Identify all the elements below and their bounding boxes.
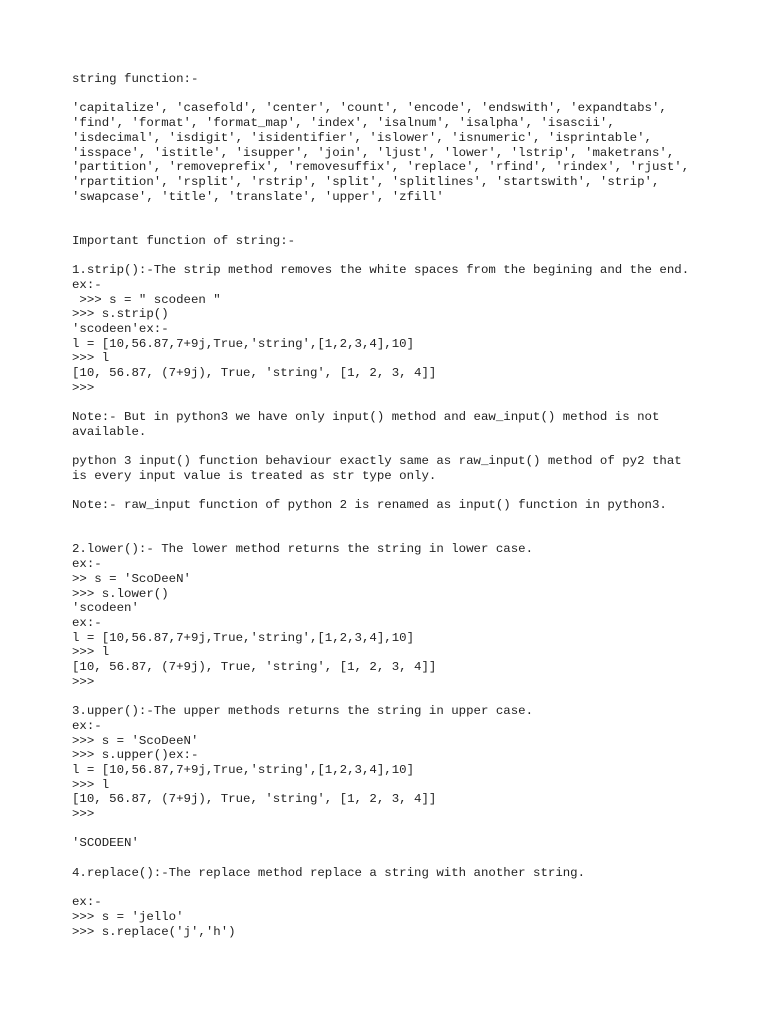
function-list-line: 'rpartition', 'rsplit', 'rstrip', 'split', 'splitlines', 'startswith', 'strip', (72, 174, 660, 189)
note-line: Note:- But in python3 we have only input() method and eaw_input() method is not (72, 410, 660, 425)
replace-line: >>> s.replace('j','h') (72, 924, 236, 939)
strip-line: ex:- (72, 277, 102, 292)
upper-line: l = [10,56.87,7+9j,True,'string',[1,2,3,4],10] (72, 762, 415, 777)
strip-line: >>> l (72, 351, 110, 366)
function-list-line: 'isspace', 'istitle', 'isupper', 'join', 'ljust', 'lower', 'lstrip', 'maketrans', (72, 145, 675, 160)
spacer (72, 822, 712, 837)
lower-line: l = [10,56.87,7+9j,True,'string',[1,2,3,4],10] (72, 630, 415, 645)
spacer (72, 881, 712, 896)
function-list-line: 'partition', 'removeprefix', 'removesuffix', 'replace', 'rfind', 'rindex', 'rjust', (72, 160, 690, 175)
lower-line: [10, 56.87, (7+9j), True, 'string', [1, 2, 3, 4]] (72, 660, 437, 675)
strip-line: 'scodeen'ex:- (72, 321, 169, 336)
spacer (72, 248, 712, 263)
upper-section (72, 704, 712, 822)
lower-line: 'scodeen' (72, 601, 139, 616)
function-list-line: 'capitalize', 'casefold', 'center', 'count', 'encode', 'endswith', 'expandtabs', (72, 101, 667, 116)
function-list (72, 101, 712, 204)
lower-line: ex:- (72, 557, 102, 572)
strip-line: >>> s.strip() (72, 307, 169, 322)
strip-line: 1.strip():-The strip method removes the white spaces from the begining and the end. (72, 263, 690, 278)
document-page (72, 72, 712, 939)
lower-section (72, 542, 712, 689)
heading-string-function: string function:- (72, 72, 199, 86)
lower-line: ex:- (72, 615, 102, 630)
upper-line: >>> s.upper()ex:- (72, 748, 199, 763)
strip-section (72, 263, 712, 395)
upper-line: ex:- (72, 718, 102, 733)
function-list-line: 'find', 'format', 'format_map', 'index', 'isalnum', 'isalpha', 'isascii', (72, 116, 615, 131)
spacer (72, 440, 712, 455)
upper-line: [10, 56.87, (7+9j), True, 'string', [1, 2, 3, 4]] (72, 792, 437, 807)
strip-line: l = [10,56.87,7+9j,True,'string',[1,2,3,4],10] (72, 336, 415, 351)
replace-line: >>> s = 'jello' (72, 909, 184, 924)
strip-line: [10, 56.87, (7+9j), True, 'string', [1, 2, 3, 4]] (72, 366, 437, 381)
lower-line: >>> (72, 674, 95, 689)
replace-section (72, 895, 712, 939)
lower-line: 2.lower():- The lower method returns the string in lower case. (72, 542, 534, 557)
spacer (72, 204, 712, 233)
spacer (72, 851, 712, 866)
lower-line: >> s = 'ScoDeeN' (72, 571, 191, 586)
function-list-line: 'swapcase', 'title', 'translate', 'upper', 'zfill' (72, 189, 444, 204)
note-raw-input-renamed: Note:- raw_input function of python 2 is renamed as input() function in python3. (72, 498, 667, 513)
heading-replace: 4.replace():-The replace method replace a string with another string. (72, 865, 586, 880)
function-list-line: 'isdecimal', 'isdigit', 'isidentifier', 'islower', 'isnumeric', 'isprintable', (72, 130, 652, 145)
upper-line: >>> (72, 807, 95, 822)
strip-line: >>> (72, 380, 95, 395)
note-input-method (72, 410, 712, 439)
spacer (72, 513, 712, 542)
spacer (72, 484, 712, 499)
note-line: available. (72, 424, 147, 439)
replace-line: ex:- (72, 895, 102, 910)
upper-line: >>> s = 'ScoDeeN' (72, 733, 199, 748)
spacer (72, 689, 712, 704)
heading-important-functions: Important function of string:- (72, 233, 296, 248)
spacer (72, 395, 712, 410)
upper-line: >>> l (72, 777, 110, 792)
upper-result: 'SCODEEN' (72, 836, 139, 851)
note-line: is every input value is treated as str type only. (72, 468, 437, 483)
note-python3-input (72, 454, 712, 483)
upper-line: 3.upper():-The upper methods returns the string in upper case. (72, 704, 534, 719)
note-line: python 3 input() function behaviour exactly same as raw_input() method of py2 that (72, 454, 682, 469)
lower-line: >>> l (72, 645, 110, 660)
strip-line: >>> s = " scodeen " (72, 292, 221, 307)
lower-line: >>> s.lower() (72, 586, 169, 601)
spacer (72, 87, 712, 102)
